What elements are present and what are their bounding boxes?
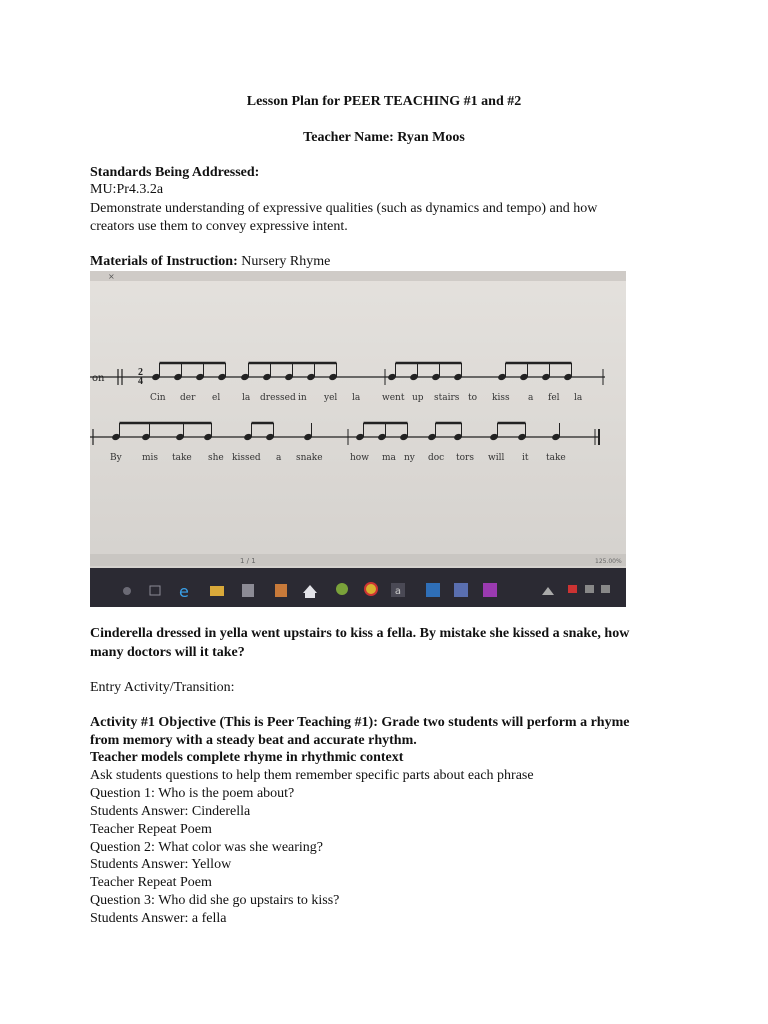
tray-icon-network <box>585 585 594 593</box>
lyric-syllable: yel <box>324 393 338 403</box>
activity-line: Teacher Repeat Poem <box>90 875 212 890</box>
tray-icon-volume <box>601 585 610 593</box>
standard-text-line2: creators use them to convey expressive intent. <box>90 219 348 234</box>
standard-code: MU:Pr4.3.2a <box>90 182 164 197</box>
lyric-syllable: la <box>352 393 361 403</box>
viewer-status-bar <box>90 554 626 566</box>
document-title: Lesson Plan for PEER TEACHING #1 and #2 <box>246 94 522 109</box>
amazon-icon: a <box>394 586 402 597</box>
activity-line: Ask students questions to help them remember specific parts about each phrase <box>90 768 534 783</box>
activity-line: Students Answer: a fella <box>90 911 227 926</box>
activity-line: Question 3: Who did she go upstairs to kiss? <box>90 893 340 908</box>
time-sig-bottom: 4 <box>138 376 143 387</box>
teacher-name: Teacher Name: Ryan Moos <box>303 130 465 145</box>
lyric-syllable: mis <box>142 453 159 463</box>
activity-line: Students Answer: Cinderella <box>90 804 251 819</box>
activity-objective-line1: Activity #1 Objective (This is Peer Teaching #1): Grade two students will perform a rhyme <box>90 715 630 730</box>
lyric-syllable: kiss <box>492 393 510 403</box>
lyric-syllable: ma <box>382 453 396 463</box>
lyric-syllable: in <box>298 393 307 403</box>
standard-text-line1: Demonstrate understanding of expressive qualities (such as dynamics and tempo) and how <box>90 201 598 216</box>
lyric-syllable: will <box>488 453 505 463</box>
taskbar <box>90 568 626 607</box>
lyric-syllable: stairs <box>434 393 460 403</box>
app-icon-blue <box>454 583 468 597</box>
page-indicator: 1 / 1 <box>240 557 256 565</box>
lyric-syllable: she <box>208 453 224 463</box>
entry-activity: Entry Activity/Transition: <box>90 680 235 695</box>
app-icon-purple <box>483 583 497 597</box>
lyric-syllable: der <box>180 393 196 403</box>
time-sig-top: 2 <box>138 367 143 378</box>
rhyme-line2: many doctors will it take? <box>90 645 245 660</box>
zoom-level: 125.00% <box>595 558 622 565</box>
close-x-icon: × <box>108 272 115 281</box>
lyric-syllable: tors <box>456 453 474 463</box>
activity-line: Question 2: What color was she wearing? <box>90 840 324 855</box>
lyric-syllable: Cin <box>150 393 166 403</box>
lyric-syllable: fel <box>548 393 560 403</box>
chrome-icon <box>365 583 377 595</box>
activity-line: Students Answer: Yellow <box>90 857 232 872</box>
lyric-syllable: a <box>528 393 534 403</box>
lyric-syllable: take <box>546 453 566 463</box>
lyric-syllable: la <box>574 393 583 403</box>
lyric-syllable: up <box>412 393 424 403</box>
lyric-syllable: doc <box>428 453 445 463</box>
search-icon <box>123 587 131 595</box>
lyric-syllable: how <box>350 453 369 463</box>
lyric-syllable: went <box>382 393 405 403</box>
rhyme-line1: Cinderella dressed in yella went upstairs to kiss a fella. By mistake she kissed a snake, how <box>90 626 630 641</box>
lyric-syllable: la <box>242 393 251 403</box>
lyric-syllable: ny <box>404 453 415 463</box>
tray-icon-red <box>568 585 577 593</box>
lyric-syllable: to <box>468 393 478 403</box>
edge-browser-icon: e <box>179 582 189 601</box>
spotify-icon <box>336 583 348 595</box>
lyric-syllable: dressed <box>260 393 296 403</box>
app-icon-orange <box>275 584 287 597</box>
teacher-models-line: Teacher models complete rhyme in rhythmic context <box>90 750 404 765</box>
lyric-syllable: snake <box>296 453 323 463</box>
lyric-syllable: take <box>172 453 192 463</box>
row1-prefix: on <box>92 373 105 384</box>
lyric-syllable: el <box>212 393 221 403</box>
materials-label: Materials of Instruction: <box>90 254 238 269</box>
activity-line: Teacher Repeat Poem <box>90 822 212 837</box>
materials-line <box>90 254 330 270</box>
activity-line: Question 1: Who is the poem about? <box>90 786 295 801</box>
screen-top-bar <box>90 271 626 281</box>
file-explorer-icon <box>210 586 224 596</box>
lyric-syllable: By <box>110 453 122 463</box>
materials-value: Nursery Rhyme <box>237 254 331 269</box>
lyric-syllable: a <box>276 453 282 463</box>
lyric-syllable: kissed <box>232 453 261 463</box>
activity-objective-line2: from memory with a steady beat and accurate rhythm. <box>90 733 417 748</box>
lyric-syllable: it <box>522 453 529 463</box>
word-icon <box>426 583 440 597</box>
notation-svg <box>90 271 626 607</box>
standards-heading: Standards Being Addressed: <box>90 165 260 180</box>
store-icon <box>242 584 254 597</box>
notation-photo <box>90 271 626 607</box>
